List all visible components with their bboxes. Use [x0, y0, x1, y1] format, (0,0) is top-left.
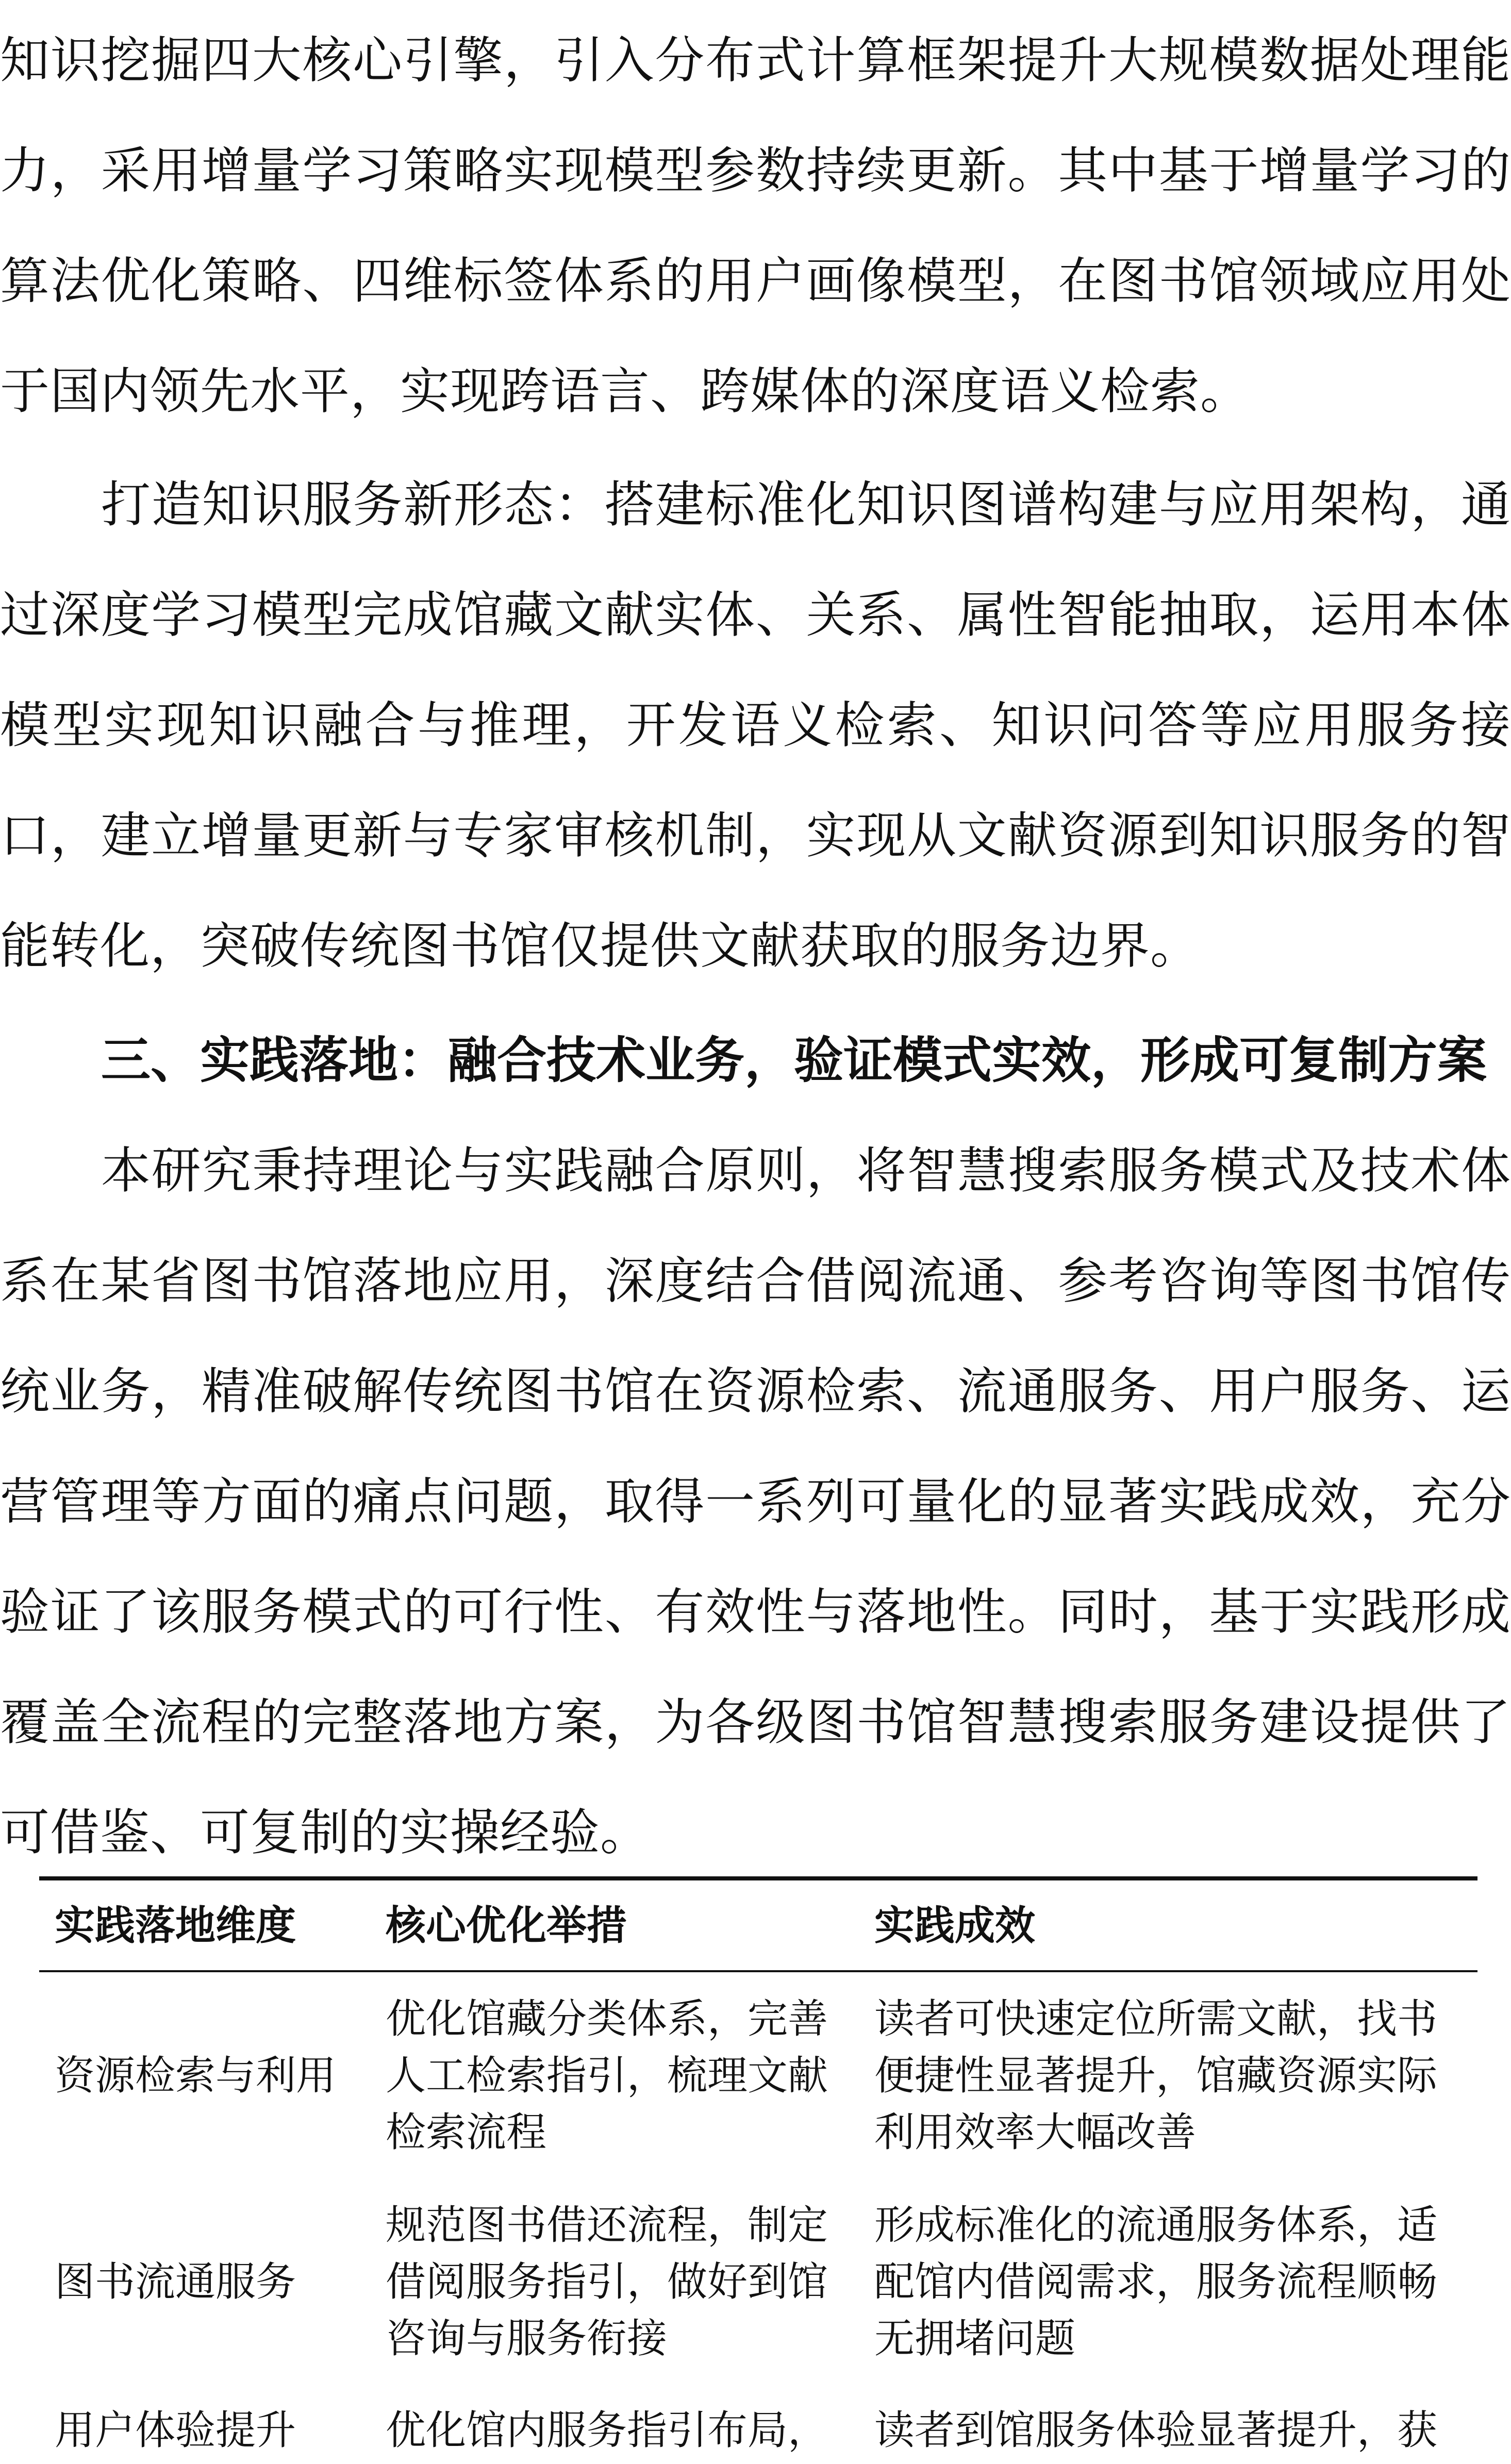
effects-line: 形成标准化的流通服务体系，适 — [874, 2202, 1438, 2249]
effects-line: 读者到馆服务体验显著提升，获 — [874, 2407, 1438, 2454]
measures-line: 规范图书借还流程，制定 — [386, 2202, 828, 2249]
measures-line: 优化馆内服务指引布局， — [386, 2407, 828, 2454]
table-header-effects: 实践成效 — [874, 1903, 1036, 1949]
row-dimension: 图书流通服务 — [55, 2259, 296, 2305]
row-measures — [386, 2402, 850, 2459]
body-paragraph-1: 知识挖掘四大核心引擎，引入分布式计算框架提升大规模数据处理能力，采用增量学习策略实现模型参数持续更新。其中基于增量学习的算法优化策略、四维标签体系的用户画像模型，在图书馆领域应用处于国内领先水平，实现跨语言、跨媒体的深度语义检索。 — [0, 31, 1511, 420]
table-row — [39, 2402, 1477, 2464]
table-row — [39, 2197, 1477, 2372]
row-effects — [874, 2402, 1467, 2459]
row-effects — [874, 1991, 1467, 2161]
effects-line: 配馆内借阅需求，服务流程顺畅 — [874, 2259, 1438, 2305]
row-measures — [386, 1991, 850, 2161]
effects-line: 无拥堵问题 — [874, 2316, 1076, 2362]
table-header-measures: 核心优化举措 — [386, 1903, 627, 1949]
table-header-rule — [39, 1970, 1477, 1972]
body-paragraph-2: 打造知识服务新形态：搭建标准化知识图谱构建与应用架构，通过深度学习模型完成馆藏文献实体、关系、属性智能抽取，运用本体模型实现知识融合与推理，开发语义检索、知识问答等应用服务接口，建立增量更新与专家审核机制，实现从文献资源到知识服务的智能转化，突破传统图书馆仅提供文献获取的服务边界。 — [0, 476, 1511, 975]
measures-line: 咨询与服务衔接 — [386, 2316, 668, 2362]
effects-line: 便捷性显著提升，馆藏资源实际 — [874, 2053, 1438, 2099]
section-heading: 三、实践落地：融合技术业务，验证模式实效，形成可复制方案 — [101, 1031, 1487, 1089]
table-row — [39, 1991, 1477, 2166]
measures-line: 检索流程 — [386, 2109, 547, 2156]
effects-line: 读者可快速定位所需文献，找书 — [874, 1996, 1438, 2042]
row-effects — [874, 2197, 1467, 2367]
measures-line: 优化馆藏分类体系，完善 — [386, 1996, 828, 2042]
table-top-rule — [39, 1876, 1477, 1880]
row-dimension: 资源检索与利用 — [55, 2053, 337, 2099]
measures-line: 人工检索指引，梳理文献 — [386, 2053, 828, 2099]
table-header — [39, 1890, 1477, 1962]
effects-line: 利用效率大幅改善 — [874, 2109, 1197, 2156]
row-measures — [386, 2197, 850, 2367]
table-header-dimension: 实践落地维度 — [55, 1903, 296, 1949]
row-dimension: 用户体验提升 — [55, 2407, 296, 2454]
measures-line: 借阅服务指引，做好到馆 — [386, 2259, 828, 2305]
body-paragraph-3: 本研究秉持理论与实践融合原则，将智慧搜索服务模式及技术体系在某省图书馆落地应用，深度结合借阅流通、参考咨询等图书馆传统业务，精准破解传统图书馆在资源检索、流通服务、用户服务、运营管理等方面的痛点问题，取得一系列可量化的显著实践成效，充分验证了该服务模式的可行性、有效性与落地性。同时，基于实践形成覆盖全流程的完整落地方案，为各级图书馆智慧搜索服务建设提供了可借鉴、可复制的实操经验。 — [0, 1142, 1511, 1861]
